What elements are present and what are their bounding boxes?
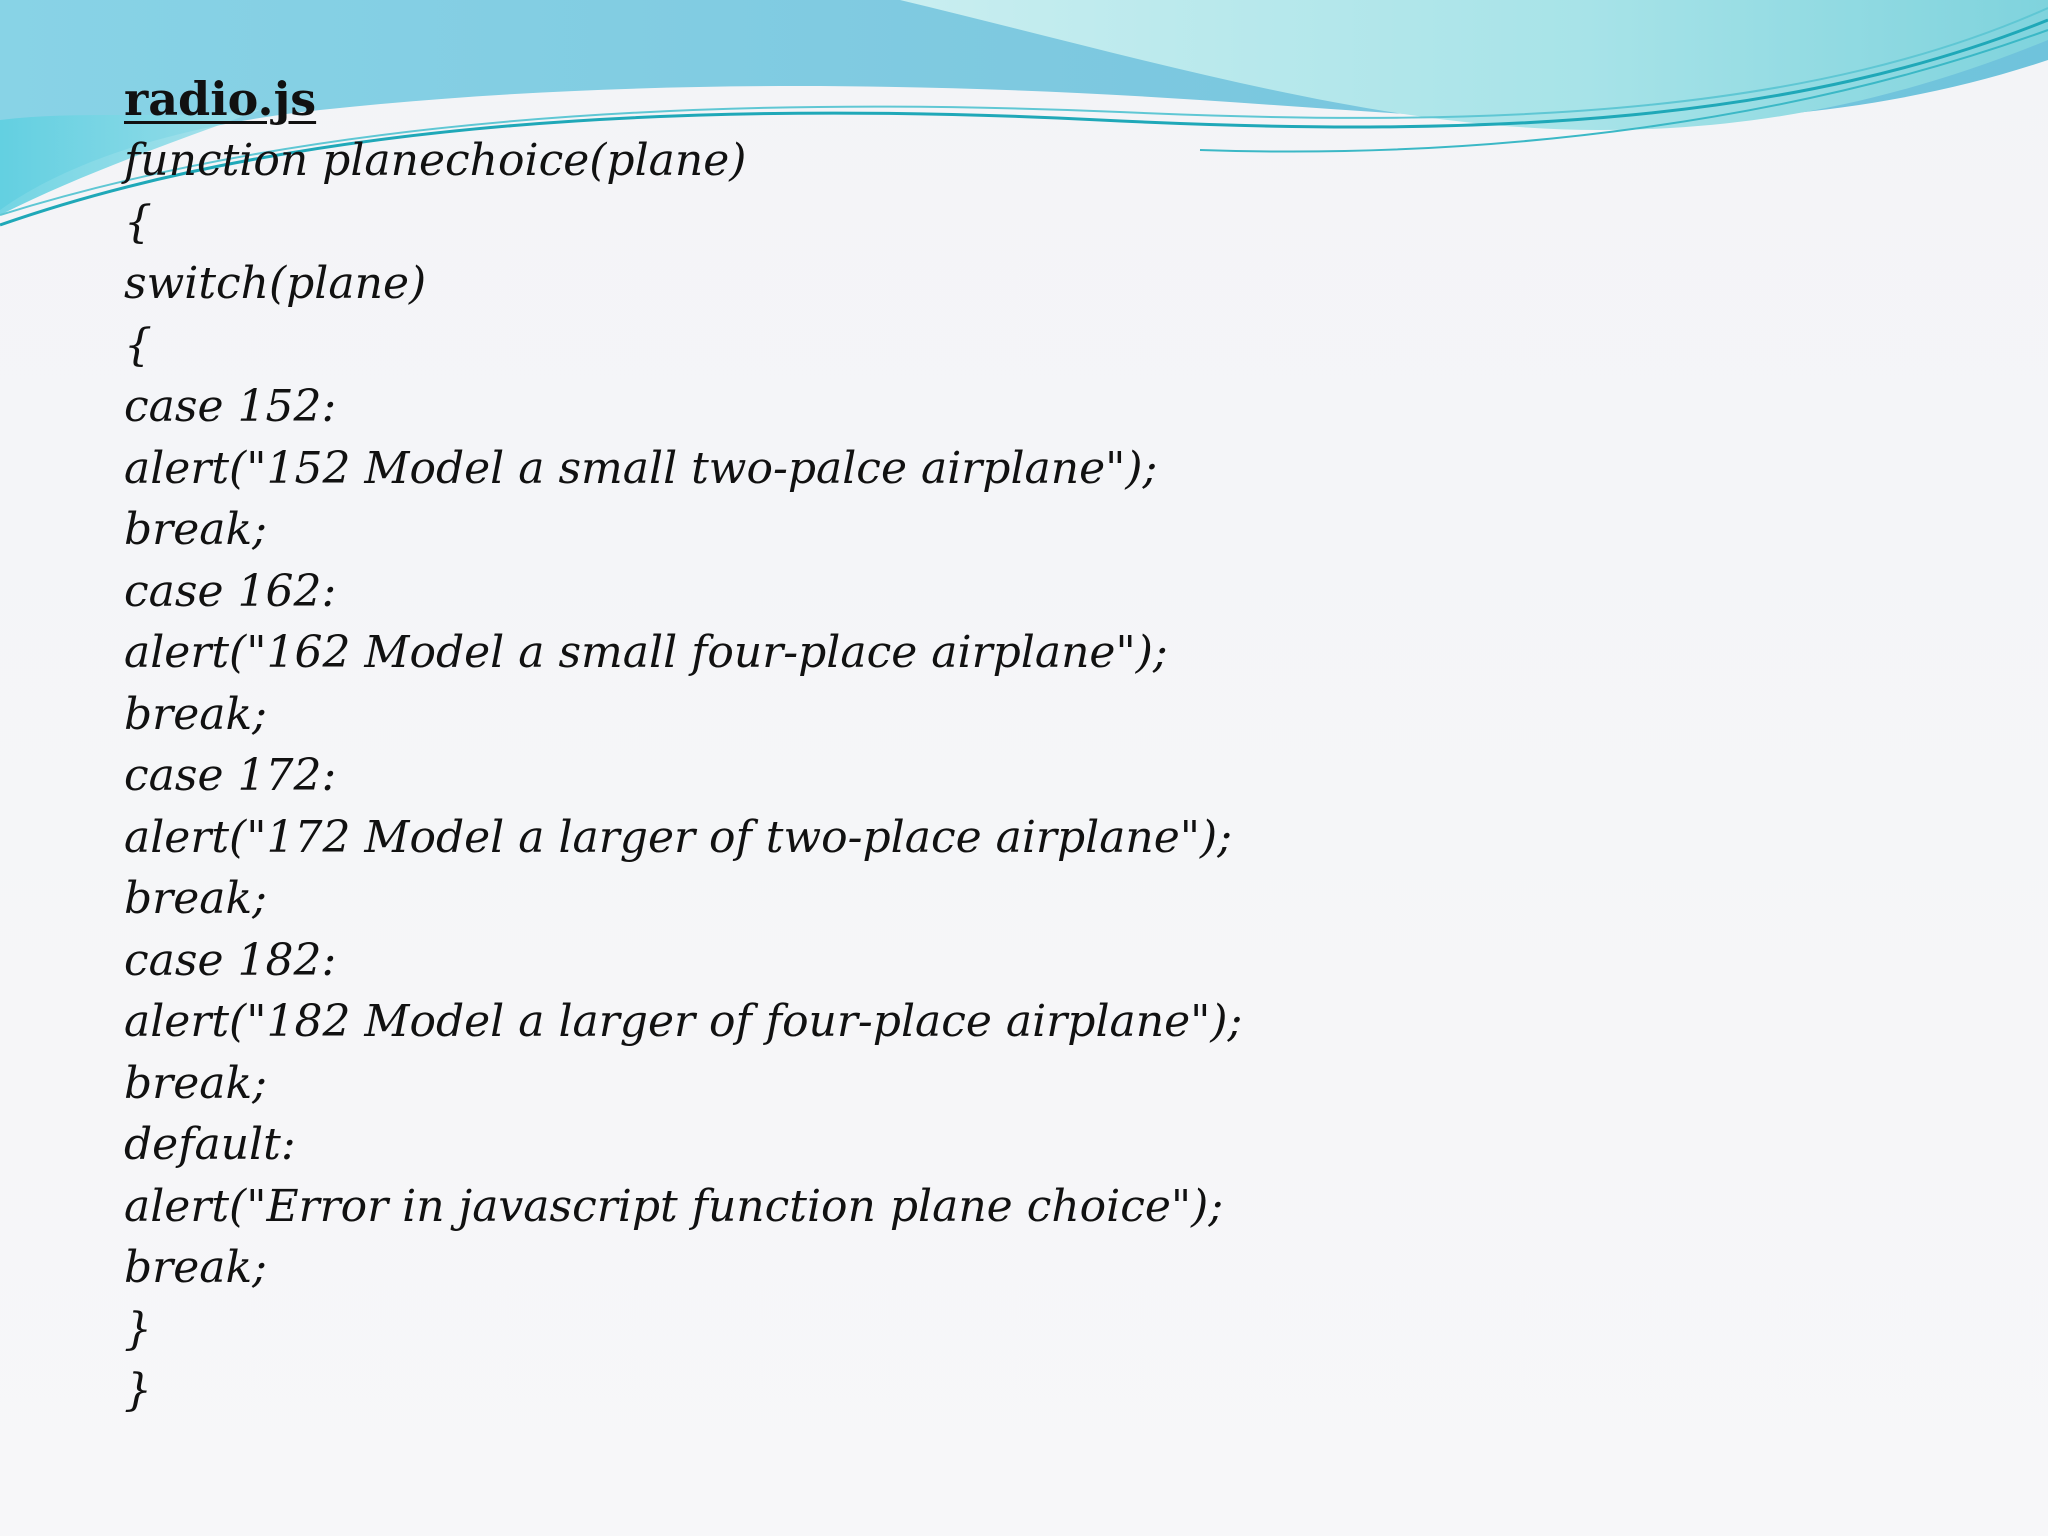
code-line: default: [124, 1119, 296, 1170]
code-line: case 152: [124, 381, 337, 432]
code-line: break; [124, 873, 267, 924]
slide-title: radio.js [124, 72, 317, 126]
code-line: } [124, 1365, 152, 1416]
code-line: break; [124, 1057, 267, 1109]
code-line: } [124, 1303, 152, 1355]
code-line: { [124, 196, 152, 248]
code-line: alert("Error in javascript function plane choice"); [124, 1180, 1224, 1232]
code-line: function planechoice(plane) [124, 135, 747, 186]
code-line: alert("172 Model a larger of two-place airplane"); [124, 811, 1233, 863]
code-line: case 172: [124, 750, 337, 801]
code-line: break; [124, 504, 267, 555]
slide-content [124, 68, 1624, 1422]
code-line: alert("182 Model a larger of four-place airplane"); [124, 996, 1243, 1047]
code-line: break; [124, 688, 267, 740]
code-line: break; [124, 1242, 267, 1293]
code-line: { [124, 319, 152, 371]
code-line: alert("152 Model a small two-palce airplane"); [124, 442, 1158, 494]
code-line: switch(plane) [124, 258, 427, 309]
code-line: case 182: [124, 934, 337, 986]
code-line: alert("162 Model a small four-place airplane"); [124, 627, 1168, 678]
code-line: case 162: [124, 565, 337, 617]
